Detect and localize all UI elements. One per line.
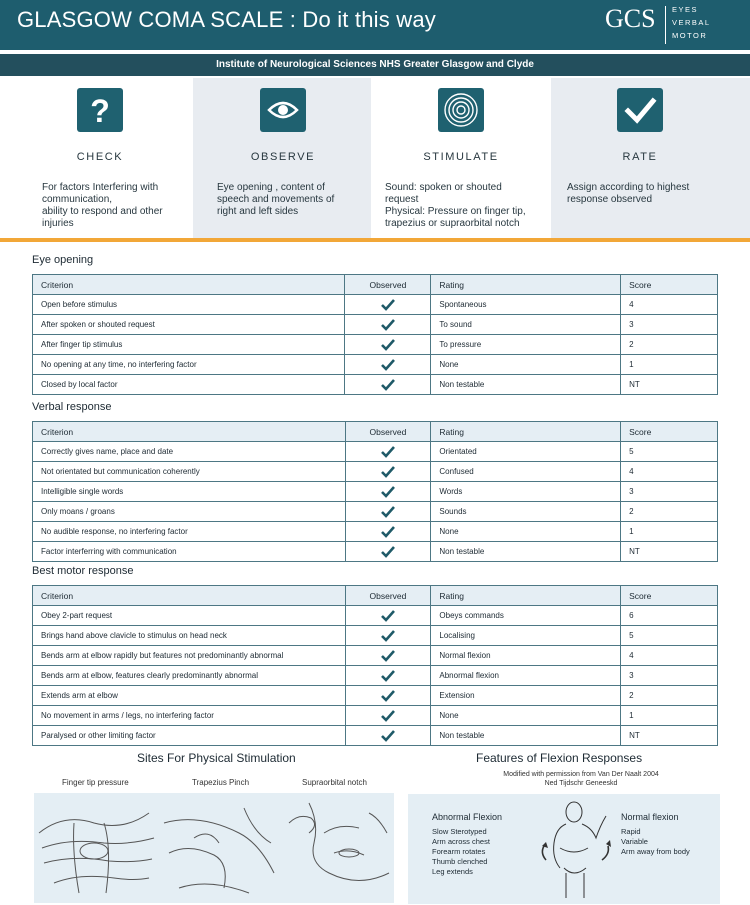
checkmark-icon xyxy=(381,319,395,331)
observed-cell xyxy=(345,666,431,686)
table-row xyxy=(33,666,718,686)
rating-cell: None xyxy=(431,522,621,542)
list-item: Leg extends xyxy=(432,867,473,876)
desc-line: Assign according to highest xyxy=(567,182,690,193)
supraorbital-notch-illustration xyxy=(279,793,394,903)
list-item: Thumb clenched xyxy=(432,857,488,866)
desc-line: response observed xyxy=(567,194,653,205)
rating-cell: Abnormal flexion xyxy=(431,666,621,686)
rating-cell: Obeys commands xyxy=(431,606,621,626)
rating-cell: None xyxy=(431,355,621,375)
rating-header: Rating xyxy=(431,275,621,295)
score-cell: 2 xyxy=(621,335,718,355)
observed-cell xyxy=(345,482,431,502)
question-mark-icon xyxy=(77,88,123,132)
checkmark-icon xyxy=(381,299,395,311)
criterion-cell: Correctly gives name, place and date xyxy=(33,442,346,462)
logo-words xyxy=(672,3,711,42)
rating-cell: Non testable xyxy=(431,542,621,562)
table-row xyxy=(33,295,718,315)
table-row xyxy=(33,375,718,395)
score-cell: 4 xyxy=(621,646,718,666)
criterion-cell: Open before stimulus xyxy=(33,295,345,315)
observed-header: Observed xyxy=(345,586,431,606)
credit-line: Modified with permission from Van Der Naalt 2004 xyxy=(503,771,659,778)
checkmark-icon xyxy=(381,690,395,702)
checkmark-icon xyxy=(381,359,395,371)
desc-line: For factors Interfering with xyxy=(42,182,159,193)
flexion-panel xyxy=(408,794,720,904)
steps-strip xyxy=(0,78,750,238)
criterion-cell: Closed by local factor xyxy=(33,375,345,395)
criterion-header: Criterion xyxy=(33,586,346,606)
list-item: Forearm rotates xyxy=(432,847,486,856)
table-header-row xyxy=(33,422,718,442)
institute-banner: Institute of Neurological Sciences NHS Greater Glasgow and Clyde xyxy=(0,54,750,76)
score-cell: NT xyxy=(621,542,718,562)
list-item: Variable xyxy=(621,837,648,846)
criterion-header: Criterion xyxy=(33,422,346,442)
desc-line: trapezius or supraorbital notch xyxy=(385,218,520,229)
abnormal-flexion-title: Abnormal Flexion xyxy=(432,812,503,822)
criterion-header: Criterion xyxy=(33,275,345,295)
finger-tip-label: Finger tip pressure xyxy=(62,778,129,787)
criterion-cell: Bends arm at elbow rapidly but features not predominantly abnormal xyxy=(33,646,346,666)
abnormal-flexion-list xyxy=(432,827,490,877)
table-row xyxy=(33,626,718,646)
rating-cell: Confused xyxy=(431,462,621,482)
criterion-cell: Only moans / groans xyxy=(33,502,346,522)
checkmark-icon xyxy=(381,339,395,351)
page-title: GLASGOW COMA SCALE : Do it this way xyxy=(17,7,436,32)
criterion-cell: No movement in arms / legs, no interfering factor xyxy=(33,706,346,726)
score-cell: 3 xyxy=(621,482,718,502)
logo-word-motor: MOTOR xyxy=(672,31,708,40)
step-stimulate-desc xyxy=(385,182,550,230)
step-rate-title: RATE xyxy=(622,151,658,163)
verbal-section-title: Verbal response xyxy=(32,401,112,413)
observed-cell xyxy=(345,375,431,395)
rating-cell: Normal flexion xyxy=(431,646,621,666)
criterion-cell: No audible response, no interfering factor xyxy=(33,522,346,542)
table-row xyxy=(33,315,718,335)
supraorbital-label: Supraorbital notch xyxy=(302,778,367,787)
table-row xyxy=(33,442,718,462)
table-row xyxy=(33,335,718,355)
table-row xyxy=(33,706,718,726)
logo-word-verbal: VERBAL xyxy=(672,18,711,27)
observed-cell xyxy=(345,606,431,626)
logo-divider xyxy=(665,6,666,44)
trapezius-pinch-illustration xyxy=(159,793,279,903)
score-cell: 6 xyxy=(621,606,718,626)
score-cell: 2 xyxy=(621,686,718,706)
verbal-table xyxy=(32,421,718,562)
normal-flexion-list xyxy=(621,827,690,857)
observed-cell xyxy=(345,335,431,355)
rating-cell: Extension xyxy=(431,686,621,706)
eye-section-title: Eye opening xyxy=(32,254,94,266)
credit-line: Ned Tijdschr Geneeskd xyxy=(544,780,618,787)
score-cell: 3 xyxy=(621,666,718,686)
desc-line: injuries xyxy=(42,218,74,229)
table-row xyxy=(33,726,718,746)
observed-cell xyxy=(345,726,431,746)
step-check-desc xyxy=(42,182,192,230)
step-rate-desc xyxy=(567,182,737,206)
checkmark-icon xyxy=(381,506,395,518)
eye-table xyxy=(32,274,718,395)
criterion-cell: Paralysed or other limiting factor xyxy=(33,726,346,746)
table-row xyxy=(33,482,718,502)
observed-cell xyxy=(345,442,431,462)
sites-illustrations xyxy=(34,793,394,903)
desc-line: request xyxy=(385,194,419,205)
finger-pressure-illustration xyxy=(34,793,159,903)
table-row xyxy=(33,686,718,706)
checkmark-icon xyxy=(381,710,395,722)
desc-line: right and left sides xyxy=(217,206,299,217)
criterion-cell: Bends arm at elbow, features clearly predominantly abnormal xyxy=(33,666,346,686)
concentric-circles-icon xyxy=(438,88,484,132)
criterion-cell: Factor interferring with communication xyxy=(33,542,346,562)
criterion-cell: After spoken or shouted request xyxy=(33,315,345,335)
sites-title: Sites For Physical Stimulation xyxy=(137,751,296,765)
score-cell: 1 xyxy=(621,522,718,542)
table-row xyxy=(33,502,718,522)
gcs-logo: GCS xyxy=(605,4,656,33)
accent-divider xyxy=(0,238,750,242)
trapezius-label: Trapezius Pinch xyxy=(192,778,250,787)
rating-cell: To pressure xyxy=(431,335,621,355)
checkmark-icon xyxy=(381,730,395,742)
criterion-cell: Extends arm at elbow xyxy=(33,686,346,706)
checkmark-icon xyxy=(381,379,395,391)
score-cell: 1 xyxy=(621,706,718,726)
score-cell: NT xyxy=(621,726,718,746)
flexion-figure-illustration xyxy=(526,798,622,902)
criterion-cell: No opening at any time, no interfering factor xyxy=(33,355,345,375)
desc-line: Eye opening , content of xyxy=(217,182,325,193)
rating-header: Rating xyxy=(431,586,621,606)
table-row xyxy=(33,355,718,375)
criterion-cell: After finger tip stimulus xyxy=(33,335,345,355)
table-row xyxy=(33,646,718,666)
observed-cell xyxy=(345,686,431,706)
observed-cell xyxy=(345,522,431,542)
rating-cell: Orientated xyxy=(431,442,621,462)
observed-cell xyxy=(345,646,431,666)
criterion-cell: Brings hand above clavicle to stimulus on head neck xyxy=(33,626,346,646)
logo-word-eyes: EYES xyxy=(672,5,699,14)
score-cell: 5 xyxy=(621,626,718,646)
observed-header: Observed xyxy=(345,275,431,295)
motor-table xyxy=(32,585,718,746)
observed-header: Observed xyxy=(345,422,431,442)
score-cell: 4 xyxy=(621,295,718,315)
step-stimulate-title: STIMULATE xyxy=(423,151,499,163)
rating-cell: Spontaneous xyxy=(431,295,621,315)
flexion-title: Features of Flexion Responses xyxy=(476,751,643,765)
desc-line: speech and movements of xyxy=(217,194,335,205)
checkmark-icon xyxy=(617,88,663,132)
observed-cell xyxy=(345,626,431,646)
rating-header: Rating xyxy=(431,422,621,442)
score-cell: 4 xyxy=(621,462,718,482)
criterion-cell: Not orientated but communication coherently xyxy=(33,462,346,482)
desc-line: ability to respond and other xyxy=(42,206,163,217)
list-item: Arm across chest xyxy=(432,837,490,846)
observed-cell xyxy=(345,315,431,335)
rating-cell: Non testable xyxy=(431,726,621,746)
table-header-row xyxy=(33,586,718,606)
table-row xyxy=(33,606,718,626)
list-item: Slow Sterotyped xyxy=(432,827,487,836)
rating-cell: Sounds xyxy=(431,502,621,522)
svg-text:?: ? xyxy=(90,93,110,129)
list-item: Rapid xyxy=(621,827,641,836)
checkmark-icon xyxy=(381,650,395,662)
observed-cell xyxy=(345,542,431,562)
rating-cell: To sound xyxy=(431,315,621,335)
observed-cell xyxy=(345,502,431,522)
checkmark-icon xyxy=(381,466,395,478)
table-header-row xyxy=(33,275,718,295)
table-row xyxy=(33,462,718,482)
rating-cell: None xyxy=(431,706,621,726)
checkmark-icon xyxy=(381,486,395,498)
observed-cell xyxy=(345,355,431,375)
criterion-cell: Obey 2-part request xyxy=(33,606,346,626)
step-observe-title: OBSERVE xyxy=(250,151,316,163)
score-cell: 5 xyxy=(621,442,718,462)
checkmark-icon xyxy=(381,630,395,642)
rating-cell: Words xyxy=(431,482,621,502)
observed-cell xyxy=(345,706,431,726)
observed-cell xyxy=(345,295,431,315)
score-cell: 1 xyxy=(621,355,718,375)
desc-line: Physical: Pressure on finger tip, xyxy=(385,206,526,217)
rating-cell: Non testable xyxy=(431,375,621,395)
flexion-credit xyxy=(470,770,692,788)
checkmark-icon xyxy=(381,446,395,458)
motor-section-title: Best motor response xyxy=(32,565,134,577)
table-row xyxy=(33,522,718,542)
desc-line: Sound: spoken or shouted xyxy=(385,182,502,193)
score-cell: 2 xyxy=(621,502,718,522)
normal-flexion-title: Normal flexion xyxy=(621,812,679,822)
list-item: Arm away from body xyxy=(621,847,690,856)
checkmark-icon xyxy=(381,670,395,682)
score-header: Score xyxy=(621,275,718,295)
table-row xyxy=(33,542,718,562)
observed-cell xyxy=(345,462,431,482)
eye-icon xyxy=(260,88,306,132)
score-cell: NT xyxy=(621,375,718,395)
checkmark-icon xyxy=(381,546,395,558)
header-banner xyxy=(0,0,750,50)
score-header: Score xyxy=(621,586,718,606)
checkmark-icon xyxy=(381,610,395,622)
criterion-cell: Intelligible single words xyxy=(33,482,346,502)
desc-line: communication, xyxy=(42,194,113,205)
score-cell: 3 xyxy=(621,315,718,335)
step-observe-desc xyxy=(217,182,367,218)
step-check-title: CHECK xyxy=(76,151,124,163)
checkmark-icon xyxy=(381,526,395,538)
rating-cell: Localising xyxy=(431,626,621,646)
score-header: Score xyxy=(621,422,718,442)
